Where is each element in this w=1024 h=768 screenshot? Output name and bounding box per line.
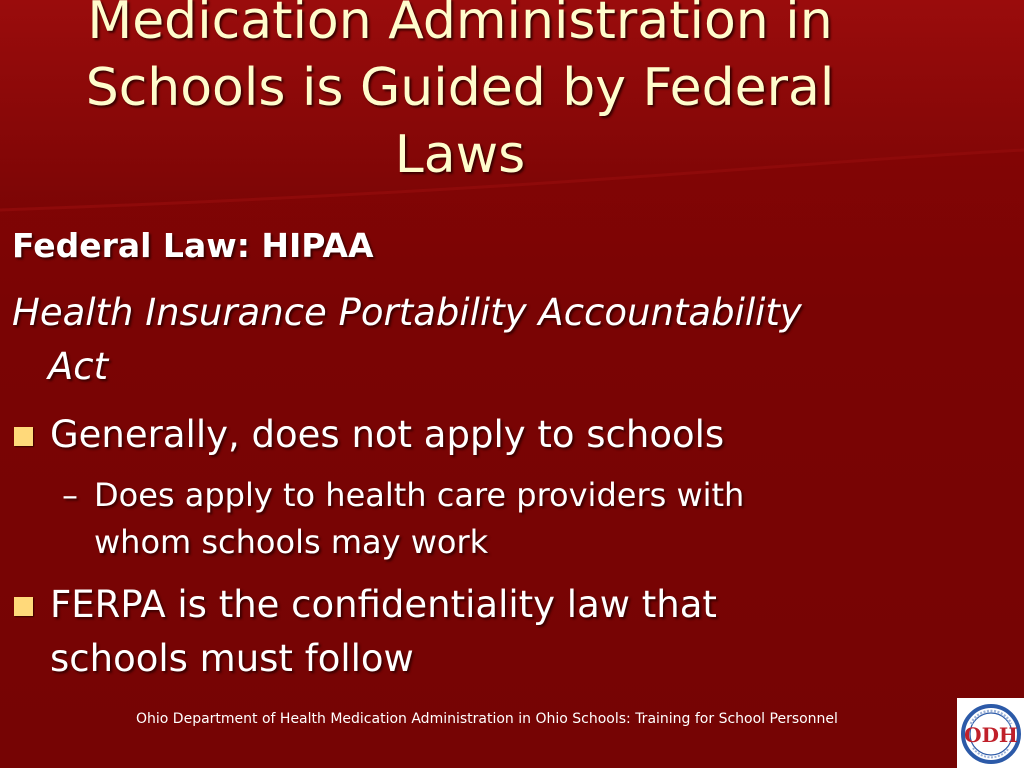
odh-logo <box>957 698 1024 768</box>
logo-lettering: ODH <box>964 723 1018 747</box>
footer-text: Ohio Department of Health Medication Administration in Ohio Schools: Training for School Personnel <box>136 711 838 727</box>
act-name <box>12 286 912 394</box>
square-bullet-icon <box>14 597 33 616</box>
odh-seal-icon <box>957 698 1024 768</box>
dash-bullet: – <box>62 476 78 514</box>
bullet-text: Generally, does not apply to schools <box>50 413 725 456</box>
sub-bullet-text: Does apply to health care providers with <box>94 476 745 514</box>
sub-bullet-text: whom schools may work <box>94 523 489 561</box>
square-bullet-icon <box>14 427 33 446</box>
slide-title <box>20 0 900 189</box>
act-name-line: Act <box>48 345 109 388</box>
act-name-line: Health Insurance Portability Accountability <box>12 291 802 334</box>
bullet-item <box>14 578 717 686</box>
subheading: Federal Law: HIPAA <box>12 226 374 265</box>
bullet-item <box>14 408 724 462</box>
title-line: Medication Administration in <box>87 0 833 51</box>
bullet-text: FERPA is the confidentiality law that <box>50 583 717 626</box>
title-line: Schools is Guided by Federal <box>85 58 835 118</box>
sub-bullet-item <box>62 472 744 566</box>
bullet-text: schools must follow <box>50 637 414 680</box>
title-line: Laws <box>394 125 526 185</box>
